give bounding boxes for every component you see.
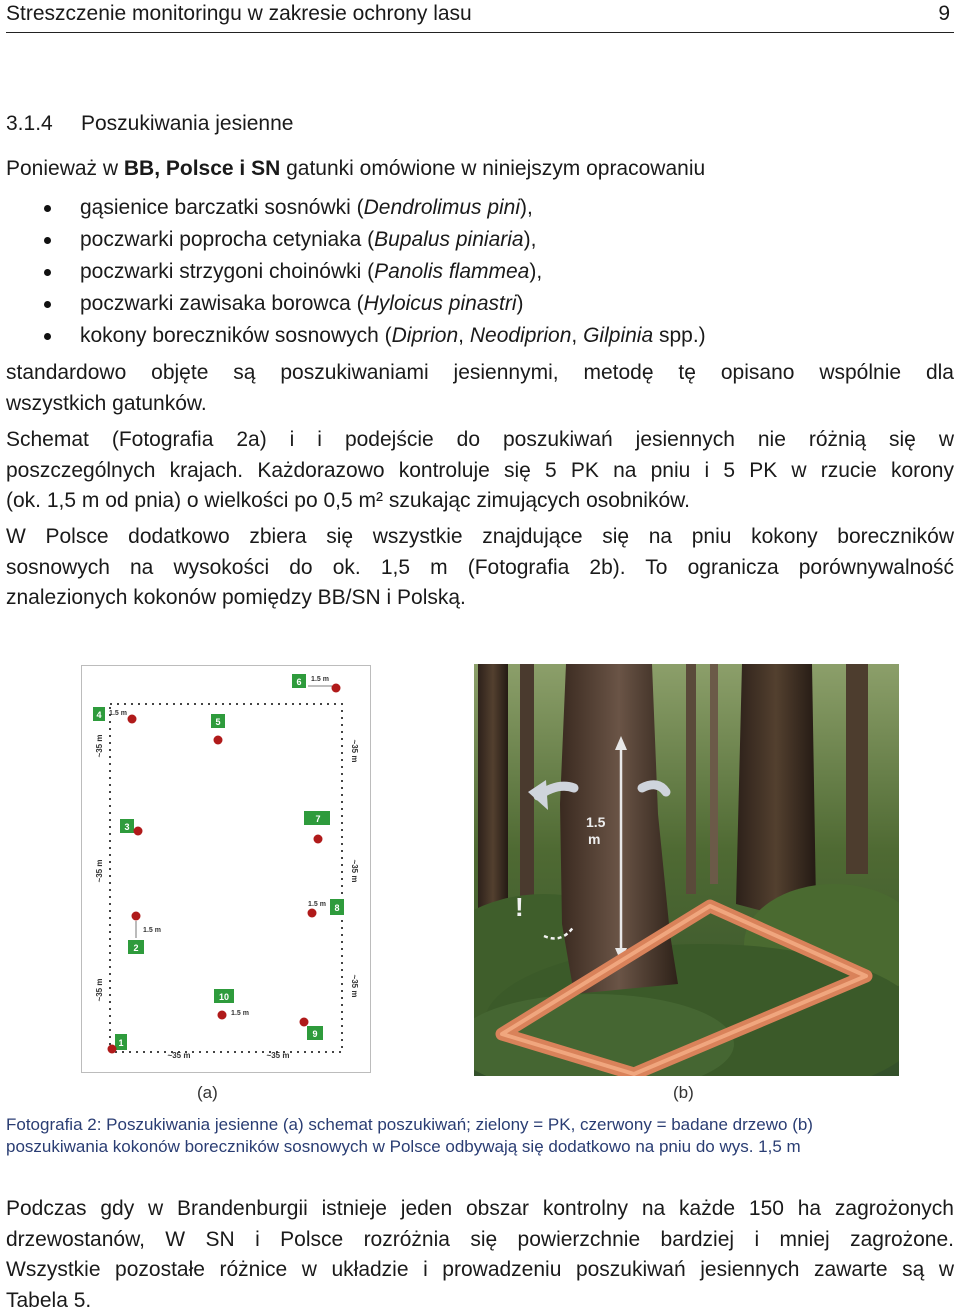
list-item: poczwarki zawisaka borowca (Hyloicus pinastri) (0, 290, 706, 322)
side-label: ~35 m (350, 739, 359, 763)
figure-caption: Fotografia 2: Poszukiwania jesienne (a) schemat poszukiwań; zielony = PK, czerwony = badane drzewo (b) poszukiwania kokonów boreczników sosnowych w Polsce odbywają się dodatkowo na pniu do wys. 1,5 m (6, 1115, 813, 1156)
attention-mark: ! (515, 892, 524, 922)
side-label: ~35 m (95, 978, 104, 1002)
height-label: 1.5 (586, 814, 606, 830)
list-item: poczwarki poprocha cetyniaka (Bupalus piniaria), (0, 226, 706, 258)
tree-marker (314, 835, 323, 844)
tree-marker (214, 736, 223, 745)
species-list (0, 194, 706, 354)
tree-marker (108, 1045, 117, 1054)
page-header (6, 0, 954, 33)
paragraph-2: Schemat (Fotografia 2a) i i podejście do poszukiwań jesiennych nie różnią się w poszczególnych krajach. Każdorazowo kontroluje się 5 PK na pniu i 5 PK w rzucie korony (ok. 1,5 m od pnia) o wielkości po 0,5 m² szukając zimujących osobników. (6, 428, 954, 512)
tree-marker (218, 1011, 227, 1020)
section-title: Poszukiwania jesienne (81, 112, 294, 135)
side-label: ~35 m (167, 1051, 191, 1060)
svg-text:10: 10 (218, 992, 230, 1002)
svg-text:1.5 m: 1.5 m (143, 927, 161, 934)
intro-paragraph (6, 154, 954, 185)
svg-text:7: 7 (315, 814, 321, 824)
tree-marker (134, 827, 143, 836)
svg-text:1.5 m: 1.5 m (308, 901, 326, 908)
tree-marker (132, 912, 141, 921)
list-item: poczwarki strzygoni choinówki (Panolis flammea), (0, 258, 706, 290)
section-heading (6, 112, 293, 136)
svg-text:1.5 m: 1.5 m (109, 710, 127, 717)
search-scheme-diagram (82, 666, 370, 1072)
paragraph-1: standardowo objęte są poszukiwaniami jesiennymi, metodę tę opisano wspólnie dla wszystkich gatunków. (6, 361, 954, 415)
caption-b-label: (b) (673, 1083, 694, 1102)
page-number: 9 (938, 2, 950, 25)
svg-text:2: 2 (133, 943, 139, 953)
tree-marker (308, 909, 317, 918)
search-scheme-figure (81, 665, 371, 1073)
list-item: gąsienice barczatki sosnówki (Dendrolimus pini), (0, 194, 706, 226)
intro-bold: BB, Polsce i SN (123, 157, 281, 180)
svg-text:9: 9 (312, 1029, 318, 1039)
list-item: kokony boreczników sosnowych (Diprion, Neodiprion, Gilpinia spp.) (0, 322, 706, 354)
plot-7 (304, 811, 330, 844)
height-unit: m (588, 831, 601, 847)
plot-10 (214, 989, 249, 1020)
plot-8 (308, 899, 345, 918)
section-number: 3.1.4 (6, 112, 53, 135)
paragraph-4: Podczas gdy w Brandenburgii istnieje jeden obszar kontrolny na każde 150 ha zagrożonych drzewostanów, W SN i Polsce rozróżnia się powierzchnie bardziej i mniej zagrożone. Wszystkie pozostałe różnice w układzie i prowadzeniu poszukiwań jesiennych zawarte są w Tabela 5. (6, 1197, 954, 1312)
svg-text:1: 1 (118, 1038, 124, 1048)
caption-a-label: (a) (197, 1083, 218, 1102)
plot-3 (120, 819, 143, 836)
tree-marker (332, 684, 341, 693)
plot-2 (128, 912, 161, 955)
running-title: Streszczenie monitoringu w zakresie ochrony lasu (6, 2, 472, 25)
svg-text:3: 3 (124, 822, 130, 832)
plot-9 (300, 1018, 324, 1041)
intro-text-end: gatunki omówione w niniejszym opracowaniu (280, 157, 706, 180)
intro-text: Ponieważ w (6, 157, 124, 180)
tree-marker (300, 1018, 309, 1027)
svg-text:8: 8 (334, 903, 340, 913)
paragraph-3: W Polsce dodatkowo zbiera się wszystkie znajdujące się na pniu kokony boreczników sosnowych na wysokości do ok. 1,5 m (Fotografia 2b). To ogranicza porównywalność znalezionych kokonów pomiędzy BB/SN i Polską. (6, 525, 954, 609)
forest-photo-illustration (474, 664, 899, 1076)
side-label: ~35 m (95, 859, 104, 883)
plot-6 (292, 674, 341, 693)
side-label: ~35 m (95, 734, 104, 758)
svg-text:1.5 m: 1.5 m (311, 676, 329, 683)
plot-4 (93, 707, 137, 724)
svg-text:4: 4 (96, 710, 102, 720)
svg-text:1.5 m: 1.5 m (231, 1010, 249, 1017)
svg-text:6: 6 (296, 677, 302, 687)
svg-text:5: 5 (215, 717, 221, 727)
plot-5 (211, 714, 225, 745)
tree-marker (128, 715, 137, 724)
side-label: ~35 m (266, 1051, 290, 1060)
side-label: ~35 m (350, 859, 359, 883)
forest-photo (474, 664, 899, 1076)
side-label: ~35 m (350, 974, 359, 998)
